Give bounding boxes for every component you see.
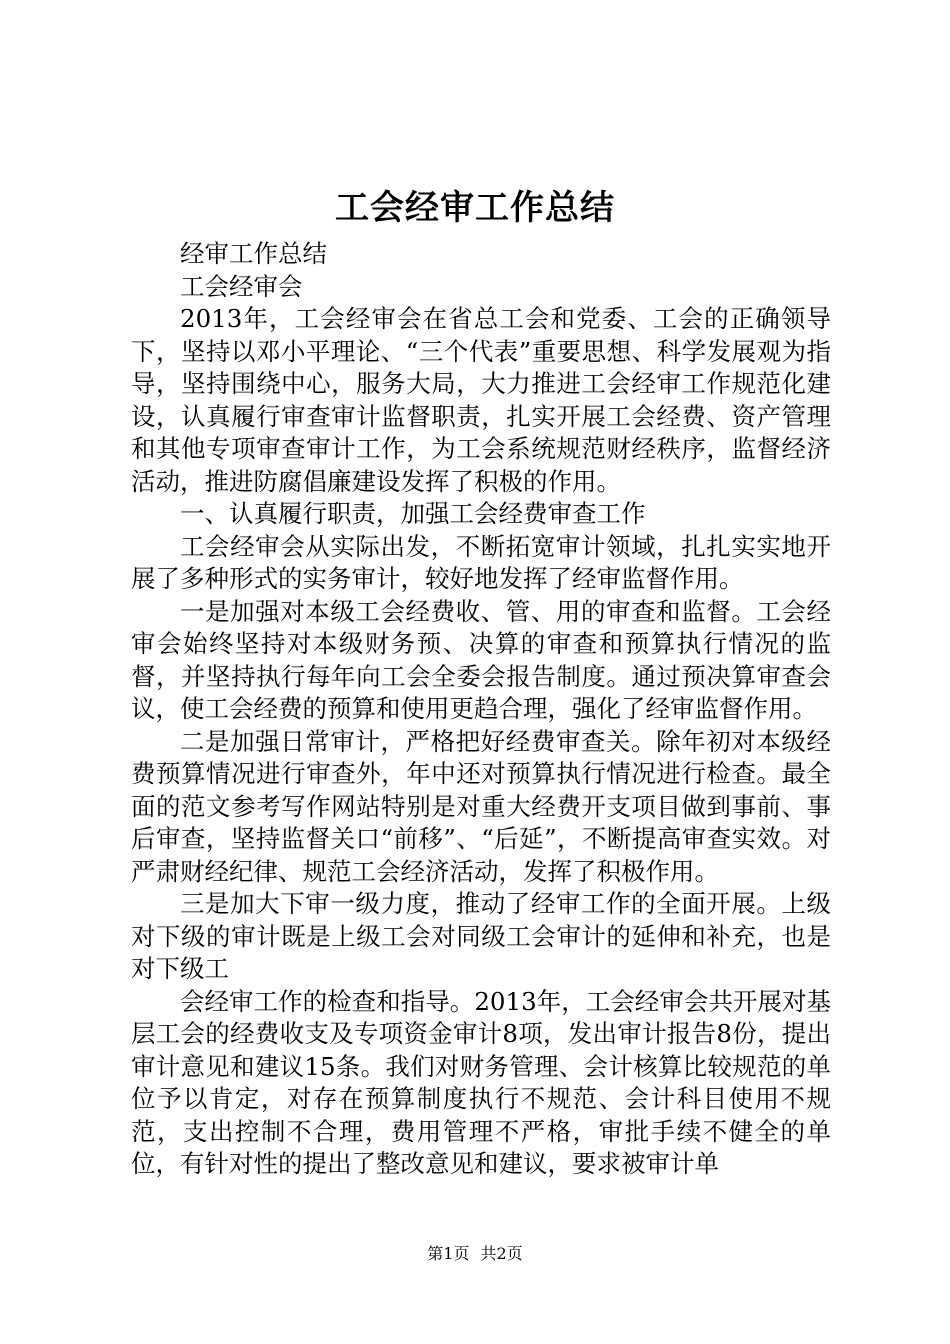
document-title: 工会经审工作总结 xyxy=(335,188,615,228)
page-total: 共2页 xyxy=(480,1244,523,1263)
page-footer xyxy=(0,1243,950,1265)
paragraph: 二是加强日常审计，严格把好经费审查关。除年初对本级经费预算情况进行审查外，年中还对预算执行情况进行检查。最全面的范文参考写作网站特别是对重大经费开支项目做到事前、事后审查，坚持监督关口“前移”、“后延”，不断提高审查实效。对严肃财经纪律、规范工会经济活动，发挥了积极作用。 xyxy=(131,726,831,886)
paragraph-subtitle: 经审工作总结 xyxy=(180,239,327,268)
paragraph: 一是加强对本级工会经费收、管、用的审查和监督。工会经审会始终坚持对本级财务预、决算的审查和预算执行情况的监督，并坚持执行每年向工会全委会报告制度。通过预决算审查会议，使工会经费的预算和使用更趋合理，强化了经审监督作用。 xyxy=(131,596,831,723)
paragraph-intro: 2013年，工会经审会在省总工会和党委、工会的正确领导下，坚持以邓小平理论、“三个代表”重要思想、科学发展观为指导，坚持围绕中心，服务大局，大力推进工会经审工作规范化建设，认真履行审查审计监督职责，扎实开展工会经费、资产管理和其他专项审查审计工作，为工会系统规范财经秩序，监督经济活动，推进防腐倡廉建设发挥了积极的作用。 xyxy=(131,304,831,496)
paragraph-author: 工会经审会 xyxy=(180,271,303,301)
paragraph: 三是加大下审一级力度，推动了经审工作的全面开展。上级对下级的审计既是上级工会对同级工会审计的延伸和补充，也是对下级工 xyxy=(131,889,831,983)
page-number: 第1页 xyxy=(427,1244,470,1263)
paragraph: 工会经审会从实际出发，不断拓宽审计领域，扎扎实实地开展了多种形式的实务审计，较好地发挥了经审监督作用。 xyxy=(131,531,831,593)
section-heading-1: 一、认真履行职责，加强工会经费审查工作 xyxy=(180,499,646,528)
document-body xyxy=(131,238,831,1181)
paragraph: 会经审工作的检查和指导。2013年，工会经审会共开展对基层工会的经费收支及专项资金审计8项，发出审计报告8份，提出审计意见和建议15条。我们对财务管理、会计核算比较规范的单位予以肯定，对存在预算制度执行不规范、会计科目使用不规范，支出控制不合理，费用管理不严格，审批手续不健全的单位，有针对性的提出了整改意见和建议，要求被审计单 xyxy=(131,986,831,1178)
